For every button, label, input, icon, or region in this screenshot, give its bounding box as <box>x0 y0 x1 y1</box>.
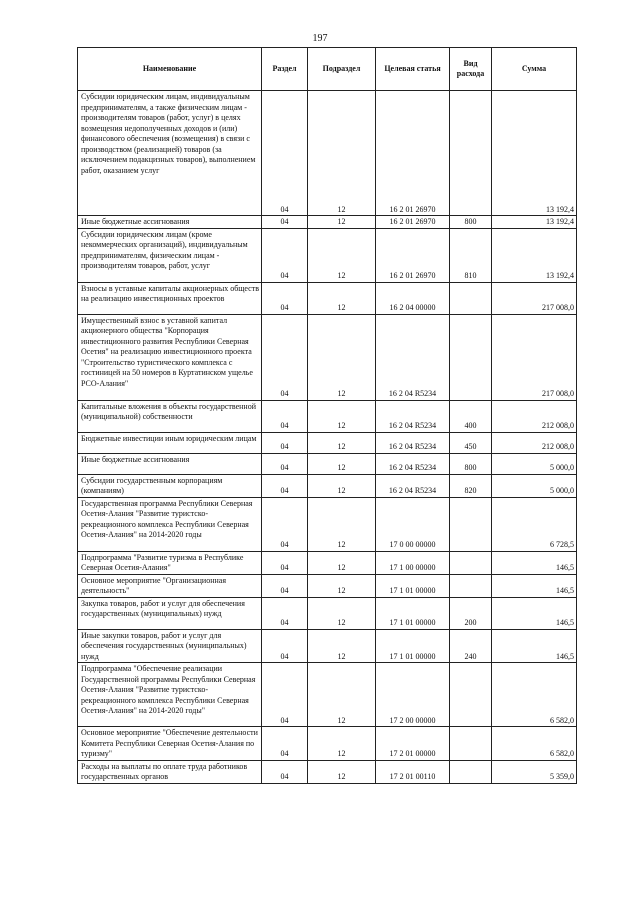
cell-expense-type: 400 <box>450 400 492 432</box>
cell-name: Закупка товаров, работ и услуг для обеспечения государственных (муниципальных) нужд <box>78 597 262 629</box>
cell-podrazdel: 12 <box>308 629 376 663</box>
cell-target-article: 16 2 01 26970 <box>376 91 450 216</box>
cell-sum: 6 582,0 <box>492 727 577 761</box>
cell-sum: 13 192,4 <box>492 91 577 216</box>
cell-razdel: 04 <box>262 551 308 574</box>
cell-podrazdel: 12 <box>308 497 376 551</box>
cell-expense-type: 810 <box>450 228 492 282</box>
table-row <box>78 453 577 474</box>
cell-expense-type <box>450 497 492 551</box>
cell-podrazdel: 12 <box>308 663 376 727</box>
cell-sum: 5 000,0 <box>492 474 577 497</box>
cell-name: Бюджетные инвестиции иным юридическим лицам <box>78 432 262 453</box>
cell-name: Иные бюджетные ассигнования <box>78 216 262 229</box>
table-row <box>78 497 577 551</box>
header-sum: Сумма <box>492 48 577 91</box>
table-row <box>78 91 577 216</box>
cell-razdel: 04 <box>262 453 308 474</box>
cell-sum: 212 008,0 <box>492 400 577 432</box>
cell-expense-type <box>450 91 492 216</box>
header-target-article: Целевая статья <box>376 48 450 91</box>
cell-sum: 146,5 <box>492 629 577 663</box>
cell-name: Государственная программа Республики Северная Осетия-Алания "Развитие туристско-рекреационного комплекса Республики Северная Осетия-Алания" на 2014-2020 годы <box>78 497 262 551</box>
cell-name: Субсидии юридическим лицам (кроме некоммерческих организаций), индивидуальным предпринимателям, физическим лицам - производителям товаров, работ, услуг <box>78 228 262 282</box>
table-row <box>78 474 577 497</box>
cell-sum: 6 728,5 <box>492 497 577 551</box>
cell-target-article: 16 2 01 26970 <box>376 228 450 282</box>
cell-expense-type <box>450 574 492 597</box>
cell-name: Капитальные вложения в объекты государственной (муниципальной) собственности <box>78 400 262 432</box>
cell-name: Субсидии государственным корпорациям (компаниям) <box>78 474 262 497</box>
table-row <box>78 314 577 400</box>
cell-expense-type: 820 <box>450 474 492 497</box>
cell-expense-type <box>450 663 492 727</box>
cell-razdel: 04 <box>262 497 308 551</box>
cell-name: Субсидии юридическим лицам, индивидуальным предпринимателям, а также физическим лицам - производителям товаров (работ, услуг) в целях возмещения недополученных доходов и (или) финансового обеспечения (возмещения) в связи с производством (реализацией) товаров (за исключением подакцизных товаров), выполнением работ, оказанием услуг <box>78 91 262 216</box>
cell-podrazdel: 12 <box>308 727 376 761</box>
cell-razdel: 04 <box>262 282 308 314</box>
cell-sum: 6 582,0 <box>492 663 577 727</box>
cell-sum: 217 008,0 <box>492 314 577 400</box>
cell-target-article: 16 2 04 00000 <box>376 282 450 314</box>
table-row <box>78 551 577 574</box>
cell-expense-type: 800 <box>450 216 492 229</box>
cell-razdel: 04 <box>262 597 308 629</box>
cell-sum: 217 008,0 <box>492 282 577 314</box>
cell-sum: 5 000,0 <box>492 453 577 474</box>
cell-razdel: 04 <box>262 574 308 597</box>
cell-razdel: 04 <box>262 216 308 229</box>
cell-target-article: 17 1 01 00000 <box>376 597 450 629</box>
cell-target-article: 17 1 01 00000 <box>376 574 450 597</box>
table-header-row <box>78 48 577 91</box>
cell-razdel: 04 <box>262 474 308 497</box>
cell-target-article: 16 2 04 R5234 <box>376 432 450 453</box>
cell-name: Основное мероприятие "Организационная деятельность" <box>78 574 262 597</box>
table-row <box>78 597 577 629</box>
cell-target-article: 17 2 01 00110 <box>376 760 450 783</box>
cell-podrazdel: 12 <box>308 453 376 474</box>
header-expense-type: Вид расхода <box>450 48 492 91</box>
table-row <box>78 228 577 282</box>
cell-razdel: 04 <box>262 727 308 761</box>
cell-expense-type: 200 <box>450 597 492 629</box>
table-row <box>78 727 577 761</box>
table-row <box>78 663 577 727</box>
cell-expense-type: 800 <box>450 453 492 474</box>
cell-target-article: 16 2 04 R5234 <box>376 400 450 432</box>
cell-expense-type: 240 <box>450 629 492 663</box>
cell-target-article: 16 2 04 R5234 <box>376 474 450 497</box>
cell-podrazdel: 12 <box>308 228 376 282</box>
cell-target-article: 17 2 00 00000 <box>376 663 450 727</box>
cell-razdel: 04 <box>262 629 308 663</box>
cell-razdel: 04 <box>262 228 308 282</box>
table-body <box>78 91 577 784</box>
cell-podrazdel: 12 <box>308 216 376 229</box>
cell-razdel: 04 <box>262 400 308 432</box>
cell-sum: 212 008,0 <box>492 432 577 453</box>
cell-name: Расходы на выплаты по оплате труда работников государственных органов <box>78 760 262 783</box>
budget-table <box>77 47 577 784</box>
cell-expense-type: 450 <box>450 432 492 453</box>
cell-podrazdel: 12 <box>308 432 376 453</box>
cell-target-article: 17 1 01 00000 <box>376 629 450 663</box>
cell-target-article: 16 2 01 26970 <box>376 216 450 229</box>
table-row <box>78 574 577 597</box>
cell-razdel: 04 <box>262 91 308 216</box>
cell-target-article: 16 2 04 R5234 <box>376 453 450 474</box>
cell-expense-type <box>450 551 492 574</box>
cell-podrazdel: 12 <box>308 574 376 597</box>
cell-name: Иные бюджетные ассигнования <box>78 453 262 474</box>
header-name: Наименование <box>78 48 262 91</box>
cell-name: Основное мероприятие "Обеспечение деятельности Комитета Республики Северная Осетия-Алания по туризму" <box>78 727 262 761</box>
cell-sum: 146,5 <box>492 597 577 629</box>
cell-expense-type <box>450 282 492 314</box>
cell-target-article: 16 2 04 R5234 <box>376 314 450 400</box>
cell-podrazdel: 12 <box>308 91 376 216</box>
cell-expense-type <box>450 727 492 761</box>
cell-name: Иные закупки товаров, работ и услуг для обеспечения государственных (муниципальных) нужд <box>78 629 262 663</box>
cell-name: Имущественный взнос в уставной капитал акционерного общества "Корпорация инвестиционного развития Республики Северная Осетия" на реализацию инвестиционного проекта "Строительство туристического комплекса с гостиницей на 50 номеров в Куртатинском ущелье РСО-Алания" <box>78 314 262 400</box>
cell-podrazdel: 12 <box>308 760 376 783</box>
table-row <box>78 282 577 314</box>
cell-name: Подпрограмма "Обеспечение реализации Государственной программы Республики Северная Осетия-Алания "Развитие туристско-рекреационного комплекса Республики Северная Осетия-Алания" на 2014-2020 годы" <box>78 663 262 727</box>
table-row <box>78 432 577 453</box>
cell-expense-type <box>450 760 492 783</box>
table-row <box>78 216 577 229</box>
page-number: 197 <box>312 33 328 44</box>
cell-name: Подпрограмма "Развитие туризма в Республике Северная Осетия-Алания" <box>78 551 262 574</box>
cell-podrazdel: 12 <box>308 474 376 497</box>
cell-sum: 5 359,0 <box>492 760 577 783</box>
cell-razdel: 04 <box>262 760 308 783</box>
cell-podrazdel: 12 <box>308 314 376 400</box>
cell-podrazdel: 12 <box>308 597 376 629</box>
cell-podrazdel: 12 <box>308 551 376 574</box>
cell-sum: 13 192,4 <box>492 228 577 282</box>
header-razdel: Раздел <box>262 48 308 91</box>
cell-razdel: 04 <box>262 663 308 727</box>
cell-target-article: 17 2 01 00000 <box>376 727 450 761</box>
cell-target-article: 17 0 00 00000 <box>376 497 450 551</box>
cell-sum: 146,5 <box>492 574 577 597</box>
cell-name: Взносы в уставные капиталы акционерных обществ на реализацию инвестиционных проектов <box>78 282 262 314</box>
header-podrazdel: Подраздел <box>308 48 376 91</box>
cell-razdel: 04 <box>262 314 308 400</box>
table-row <box>78 760 577 783</box>
cell-podrazdel: 12 <box>308 282 376 314</box>
cell-sum: 13 192,4 <box>492 216 577 229</box>
table-row <box>78 400 577 432</box>
cell-podrazdel: 12 <box>308 400 376 432</box>
cell-expense-type <box>450 314 492 400</box>
cell-target-article: 17 1 00 00000 <box>376 551 450 574</box>
cell-razdel: 04 <box>262 432 308 453</box>
table-row <box>78 629 577 663</box>
cell-sum: 146,5 <box>492 551 577 574</box>
